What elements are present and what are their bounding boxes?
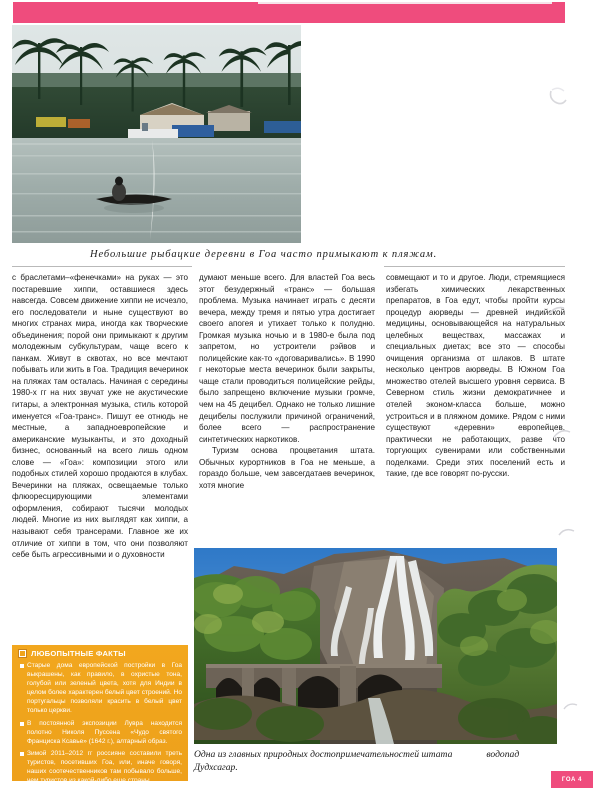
page-curl-icon [547, 85, 569, 112]
top-accent-highlight [258, 2, 552, 4]
body-column-3 [386, 272, 565, 480]
caption-line-2: Дудхсагар. [194, 762, 238, 773]
paragraph: Туризм основа процветания штата. Обычных курортников в Гоа не меньше, а гораздо больше, чем завсегдатаев вечеринок, хотя многие [199, 446, 375, 490]
curious-facts-box [12, 645, 188, 785]
goa-fishing-village-river-photo [12, 25, 301, 243]
paragraph: думают меньше всего. Для властей Гоа весь этот безудержный «транс» — большая проблема. Музыка начинает играть с десяти вечера, между тремя и пятью утра достигает своего апогея и утихает только к полудню. Громкая музыка ночью и в 1980-е была под запретом, но устроители рэйвов и полицейские как-то «договаривались». В 1990 г некоторые места вечеринок были закрыты, чаще стали проводиться полицейские рейды, было запрещено включение музыки громче, чем на 45 децибел. Однако не только лишние децибелы послужили причиной ограничений, более всего — распространение синтетических наркотиков. [199, 273, 375, 444]
page-curl-icon [546, 300, 568, 327]
header-divider-gap [192, 266, 384, 268]
curious-facts-header [18, 649, 182, 658]
paragraph: с браслетами–«фенечками» на руках — это постаревшие хиппи, оставшиеся здесь навсегда. Совсем движение хиппи не исчезло, его последователи и ныне существуют во многих странах мира, иногда как творческие объединения; порой они примыкают к другим молодежным субкультурам, чаще всего к панкам. Живут в сквотах, но все мечтают побывать или жить в Гоа. Традиция вечеринок на пляжах там осталась. Начиная с середины 1980-х гг на них звучат уже не акустические гитары, а электронная музыка, стиль которой именуется «Гоа-транс». Пишут ее отнюдь не местные, а западноевропейские и американские музыканты, и это доходный бизнес, основанный на всего лишь одном слове — «Гоа»: композиции этого или подобных стилей хорошо продаются в клубах. Вечеринки на пляжах, освещаемые только флюоресцирующими элементами оформления, собирают тысячи молодых людей. Многие из них выглядят как хиппи, а называют себя трансерами. Главное же их отличие от хиппи в том, что они позволяют себе быть агрессивными и о духовности [12, 273, 188, 560]
caption-keyword: водопад [486, 749, 520, 760]
page-curl-icon [552, 425, 572, 448]
hero-photo-caption: Небольшие рыбацкие деревни в Гоа часто примыкают к пляжам. [90, 249, 438, 260]
page-curl-icon [563, 700, 579, 719]
page-curl-icon [558, 525, 576, 546]
body-column-1 [12, 272, 188, 561]
caption-line-1: Одна из главных природных достопримечательностей штата [194, 749, 453, 760]
paragraph: совмещают и то и другое. Люди, стремящиеся избегать химических лекарственных препаратов, в Гоа едут, чтобы пройти курсы процедур аюрведы — древней индийской медицины, основывающейся на натуральных целебных веществах, массажах и специальных диетах; все это — способы очищения организма от шлаков. В штате несколько центров аюрведы. В Южном Гоа множество отелей высшего уровня сервиса. В Северном стиль жизни демократичнее и отелей эконом-класса больше, можно устроиться и в пляжном домике. Рядом с ними существуют «деревни» европейцев, практически не работающих, разве что торгующих сувенирами или собственными поделками. Среди этих поселений есть и такие, где все говорят по-русски. [386, 273, 565, 479]
page-number-badge: ГОА 4 [551, 771, 593, 788]
curious-facts-title: ЛЮБОПЫТНЫЕ ФАКТЫ [31, 649, 126, 658]
book-icon [18, 649, 27, 658]
fact-item: Зимой 2011–2012 гг россияне составили треть туристов, посетивших Гоа, или, иначе говоря, наших соотечественников там побывало больше, чем туристов из какой-либо еще страны. [18, 749, 182, 785]
body-column-2 [199, 272, 375, 491]
top-accent-band [13, 2, 565, 23]
fact-item: Старые дома европейской постройки в Гоа выкрашены, как правило, в охристые тона, голубой или зеленый цвета, хотя для Индии в целом более характерен белый цвет строений. Но португальцы позволяли красить в белый цвет только церкви. [18, 661, 182, 716]
fact-item: В постоянной экспозиции Лувра находится полотно Николя Пуссена «Чудо святого Франциска Ксавье» (1642 г.), алтарный образ. [18, 719, 182, 746]
dudhsagar-waterfall-photo [194, 548, 557, 744]
waterfall-photo-caption [194, 748, 554, 774]
